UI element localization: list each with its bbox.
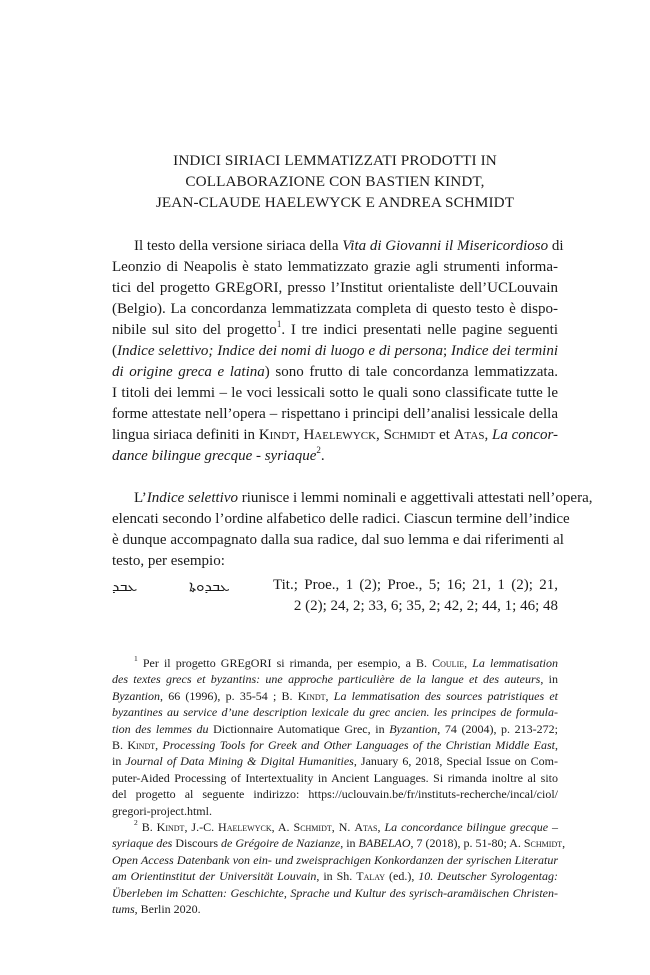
- text-line: I titoli dei lemmi – le voci lessicali sotto le quali sono classificate tutte le: [112, 385, 558, 401]
- footnote-line: Open Access Datenbank von ein- und zweisprachigen Konkordanzen der syrischen Literatur: [112, 852, 558, 867]
- footnote-line: puter-Aided Processing of Intertextuality in Ancient Languages. Si rimanda inoltre al sito: [112, 770, 558, 785]
- footnote-line: Byzantion, 66 (1996), p. 35-54 ; B. Kindt, La lemmatisation des sources patristiques et: [112, 688, 559, 703]
- footnote-line: in Journal of Data Mining & Digital Humanities, January 6, 2018, Special Issue on Com-: [112, 754, 559, 769]
- text-line: (Indice selettivo; Indice dei nomi di luogo e di persona; Indice dei termini: [112, 343, 559, 359]
- page-content: [112, 150, 593, 918]
- text-line: lingua siriaca definiti in Kindt, Haelewyck, Schmidt et Atas, La concor-: [112, 427, 558, 443]
- footnote-line: des textes grecs et byzantins: une approche particulière de la langue et des auteurs, in: [112, 672, 558, 687]
- text-line: di origine greca e latina) sono frutto di tale concordanza lemmatizzata.: [112, 364, 558, 380]
- text-line: dance bilingue grecque - syriaque$^2$.: [112, 445, 325, 464]
- text-line: tici del progetto GREgORI, presso l’Institut orientaliste dell’UCLouvain: [112, 280, 558, 296]
- paragraph-index-description: [112, 488, 593, 572]
- footnote-line: tion des lemmes du Dictionnaire Automatique Grec, in Byzantion, 74 (2004), p. 213-272;: [112, 721, 558, 736]
- title-line-1: INDICI SIRIACI LEMMATIZZATI PRODOTTI IN: [173, 152, 497, 169]
- text-line: L’Indice selettivo riunisce i lemmi nominali e aggettivali attestati nell’opera,: [134, 490, 593, 506]
- text-line: forme attestate nell’opera – rispettano i principi dell’analisi lessicale della: [112, 406, 558, 422]
- footnote-url-line[interactable]: del progetto al seguente indirizzo: https://uclouvain.be/fr/instituts-recherche/incal/ciol/: [112, 787, 558, 802]
- footnote-line: tums, Berlin 2020.: [112, 902, 201, 917]
- footnote-line: B. Kindt, Processing Tools for Greek and Other Languages of the Christian Middle East,: [112, 738, 558, 753]
- footnote-2: [112, 818, 566, 917]
- syriac-root: ܥܒܕ: [112, 579, 138, 595]
- chapter-title: [112, 150, 558, 213]
- syriac-lemma: ܥܒܕܘܬܐ: [189, 579, 230, 595]
- references-line-2: 2 (2); 24, 2; 33, 6; 35, 2; 42, 2; 44, 1; 46; 48: [293, 598, 558, 614]
- text-line: è dunque accompagnato dalla sua radice, dal suo lemma e dai riferimenti al: [112, 532, 564, 548]
- footnote-line: $^1$ Per il progetto GREgORI si rimanda, per esempio, a B. Coulie, La lemmatisation: [134, 654, 559, 670]
- paragraph-intro: [112, 236, 564, 467]
- text-line: Il testo della versione siriaca della Vita di Giovanni il Misericordioso di: [134, 238, 564, 254]
- footnotes: [112, 654, 566, 918]
- text-line: Leonzio di Neapolis è stato lemmatizzato grazie agli strumenti informa-: [112, 259, 558, 275]
- references-line-1: Tit.; Proe., 1 (2); Proe., 5; 16; 21, 1 (2); 21,: [273, 577, 558, 593]
- example-references: [273, 575, 558, 617]
- title-line-2: COLLABORAZIONE CON BASTIEN KINDT,: [185, 173, 485, 190]
- footnote-url-line[interactable]: gregori-project.html.: [112, 803, 212, 818]
- footnote-ref-1[interactable]: 1: [276, 319, 282, 329]
- text-line: nibile sul sito del progetto$^1$. I tre indici presentati nelle pagine seguenti: [112, 319, 558, 338]
- footnote-line: $^2$ B. Kindt, J.-C. Haelewyck, A. Schmidt, N. Atas, La concordance bilingue grecque –: [134, 818, 559, 835]
- text-line: (Belgio). La concordanza lemmatizzata completa di questo testo è dispo-: [112, 301, 558, 317]
- footnote-line: syriaque des Discours de Grégoire de Nazianze, in BABELAO, 7 (2018), p. 51-80; A. Schmidt,: [112, 836, 566, 851]
- footnote-line: am Orientinstitut der Universität Louvain, in Sh. Talay (ed.), 10. Deutscher Syrologentag:: [112, 869, 558, 884]
- footnote-ref-2[interactable]: 2: [316, 445, 321, 455]
- title-line-3: JEAN-CLAUDE HAELEWYCK E ANDREA SCHMIDT: [155, 194, 515, 211]
- text-line: elencati secondo l’ordine alfabetico delle radici. Ciascun termine dell’indice: [112, 511, 570, 527]
- footnote-1: [112, 655, 558, 819]
- index-example-entry: [112, 575, 558, 619]
- footnote-line: byzantines au service d’une description lexicale du grec ancien. les principes de formula-: [112, 705, 558, 720]
- text-line: testo, per esempio:: [112, 553, 225, 569]
- footnote-line: Überleben im Schatten: Geschichte, Sprache und Kultur des syrisch-aramäischen Christen-: [112, 885, 558, 900]
